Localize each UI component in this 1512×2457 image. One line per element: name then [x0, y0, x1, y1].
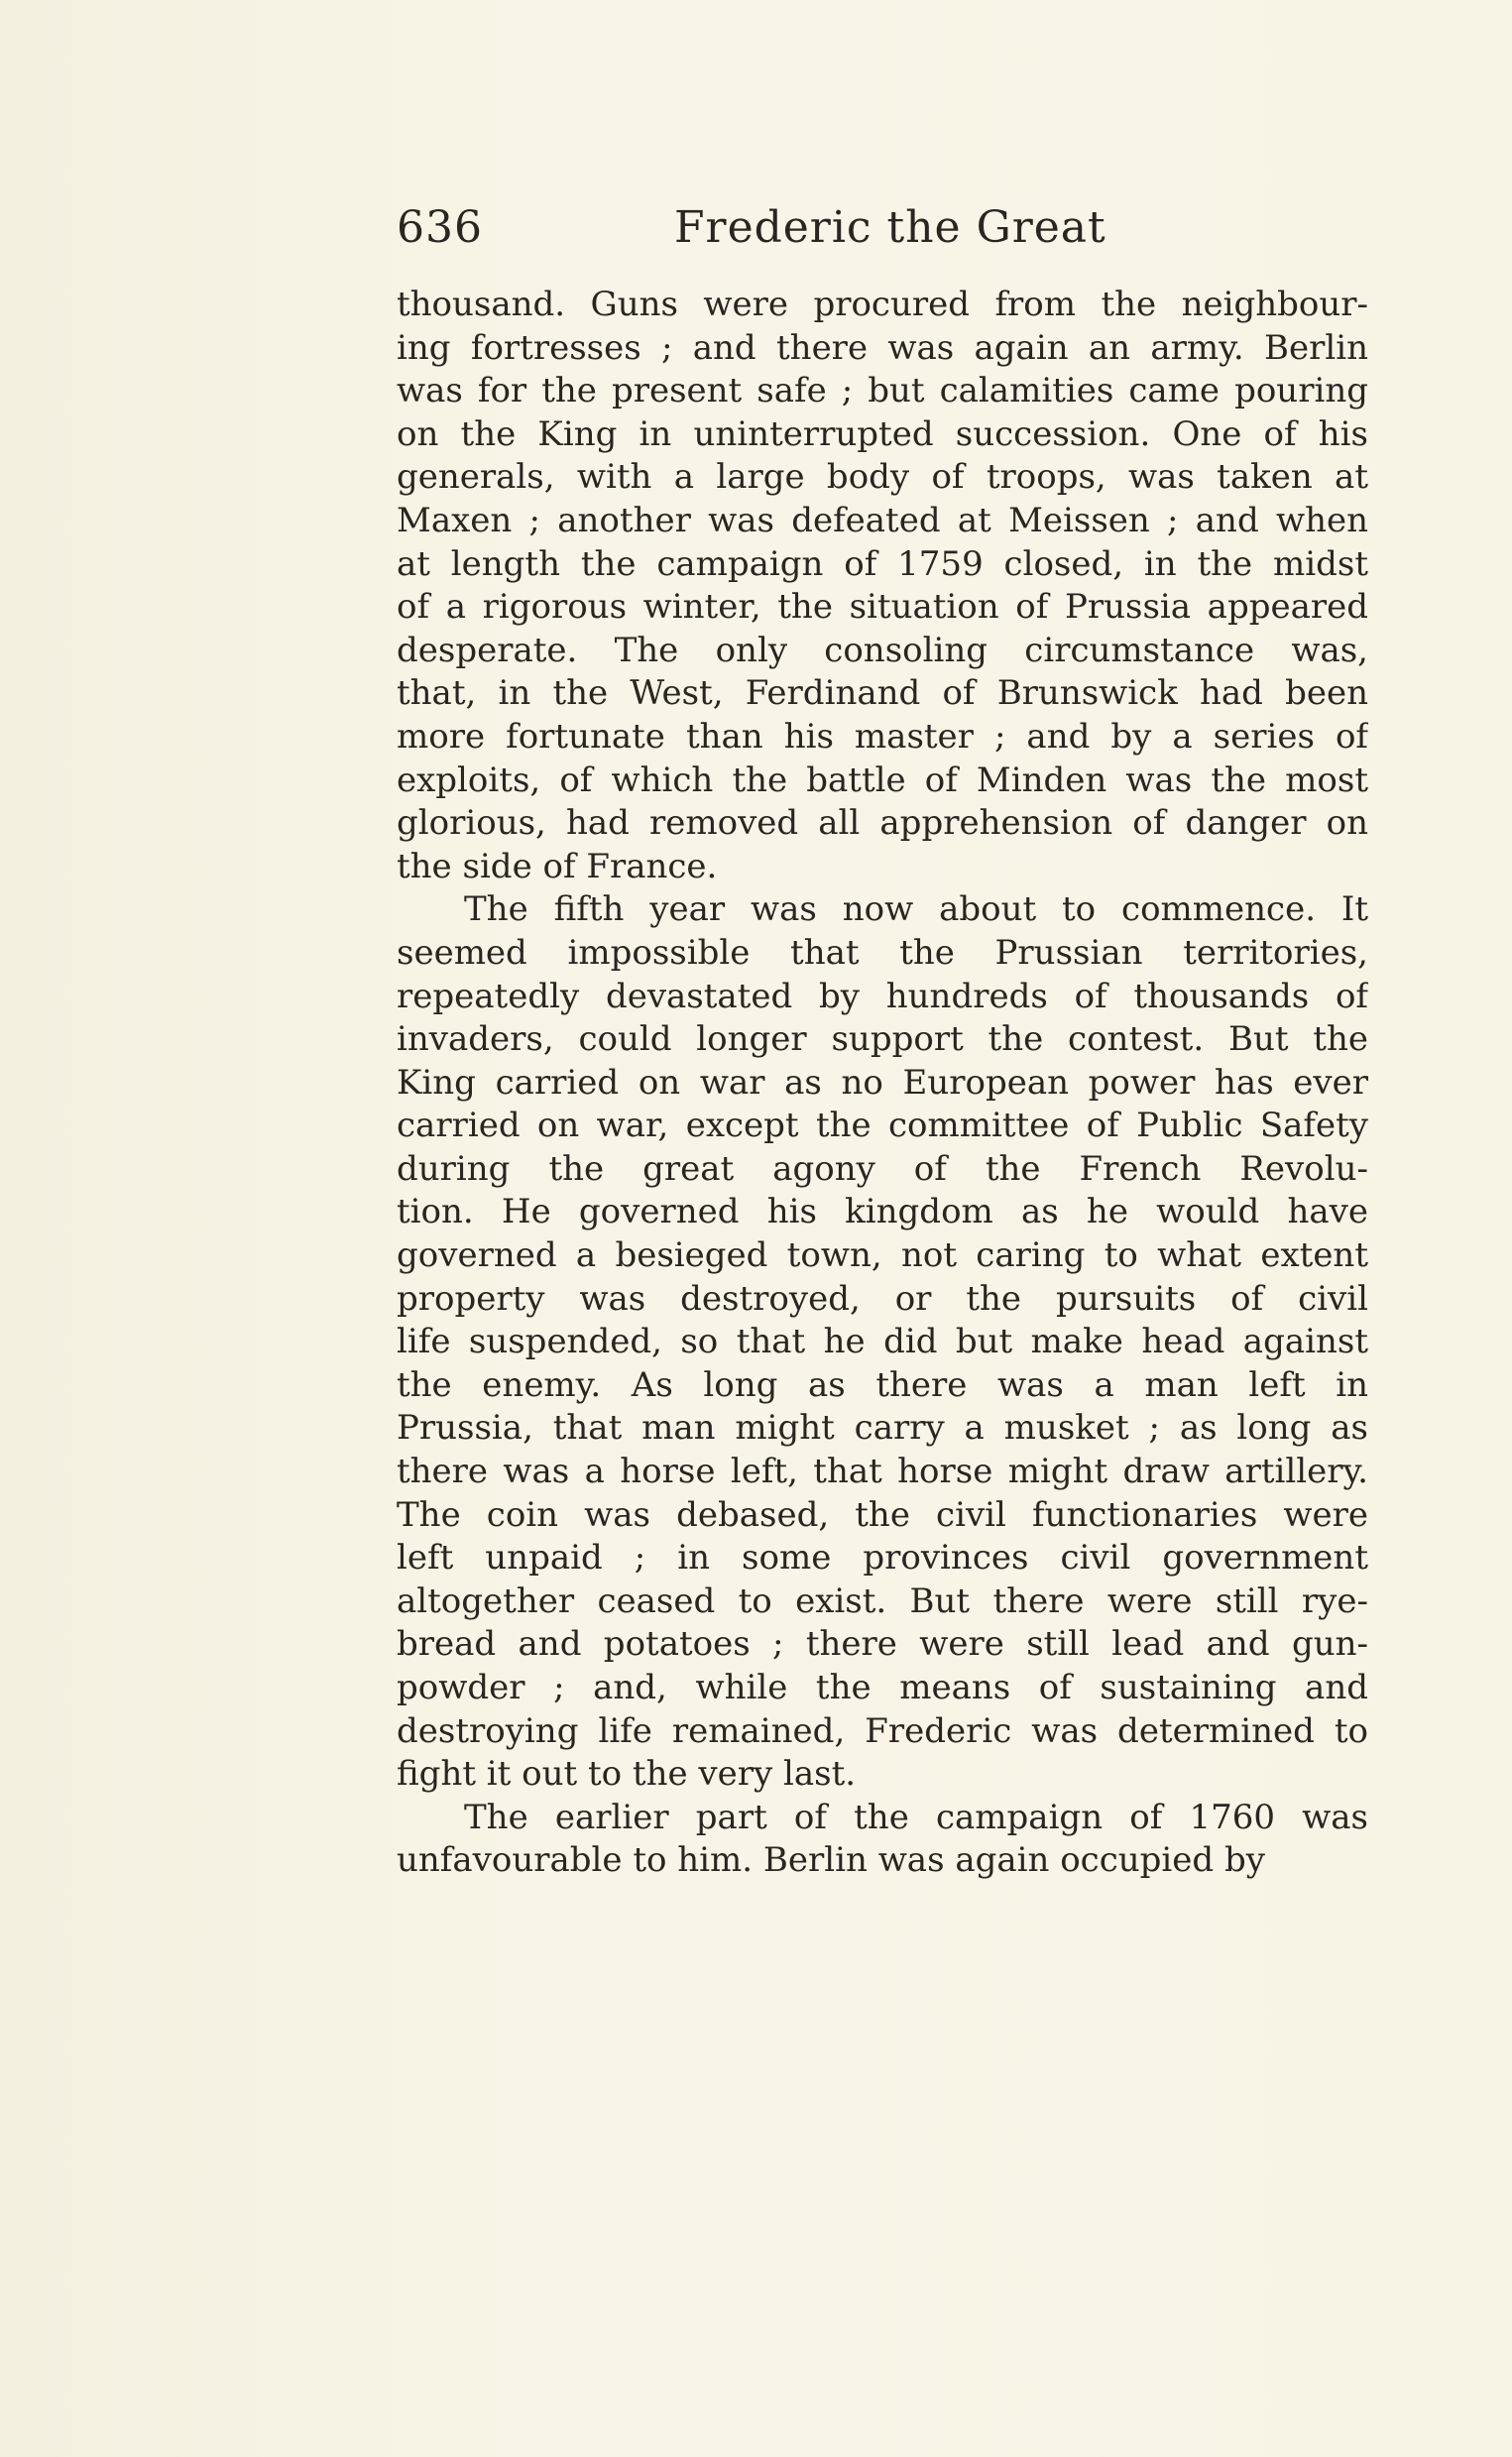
text-line: King carried on war as no European power has ever: [397, 1062, 1368, 1103]
text-line: carried on war, except the committee of Public Safety: [397, 1106, 1368, 1146]
paragraph: [397, 888, 1368, 1796]
text-line: generals, with a large body of troops, was taken at: [397, 457, 1368, 498]
page-number: 636: [397, 202, 483, 253]
text-line: desperate. The only consoling circumstance was,: [397, 630, 1368, 670]
text-line: life suspended, so that he did but make head against: [397, 1322, 1368, 1362]
text-line: that, in the West, Ferdinand of Brunswick had been: [397, 673, 1368, 714]
text-line: of a rigorous winter, the situation of Prussia appeared: [397, 587, 1368, 628]
text-line: was for the present safe ; but calamities came pouring: [397, 371, 1368, 411]
text-line: more fortunate than his master ; and by a series of: [397, 716, 1368, 757]
text-line: glorious, had removed all apprehension of danger on: [397, 803, 1368, 844]
text-line: property was destroyed, or the pursuits of civil: [397, 1278, 1368, 1319]
text-line: The fifth year was now about to commence. It: [464, 889, 1368, 930]
text-line: The coin was debased, the civil functionaries were: [397, 1494, 1368, 1535]
text-line: ing fortresses ; and there was again an army. Berlin: [397, 327, 1368, 368]
text-line: governed a besieged town, not caring to what extent: [397, 1235, 1368, 1276]
text-line: there was a horse left, that horse might draw artillery.: [397, 1452, 1368, 1492]
text-line: seemed impossible that the Prussian territories,: [397, 932, 1368, 973]
text-line: The earlier part of the campaign of 1760 was: [464, 1797, 1368, 1837]
text-line: the side of France.: [397, 846, 718, 886]
text-line: Prussia, that man might carry a musket ; as long as: [397, 1408, 1368, 1449]
text-line: exploits, of which the battle of Minden was the most: [397, 760, 1368, 800]
text-line: at length the campaign of 1759 closed, in the midst: [397, 543, 1368, 584]
text-line: bread and potatoes ; there were still lead and gun-: [397, 1624, 1368, 1665]
paragraph: [397, 1797, 1368, 1883]
text-line: fight it out to the very last.: [397, 1754, 857, 1795]
text-line: left unpaid ; in some provinces civil government: [397, 1538, 1368, 1579]
text-line: altogether ceased to exist. But there were still rye-: [397, 1580, 1368, 1621]
text-line: destroying life remained, Frederic was determined to: [397, 1710, 1368, 1751]
body-text: [397, 284, 1368, 1883]
running-title: Frederic the Great: [674, 202, 1106, 253]
paragraph: [397, 284, 1368, 888]
text-line: during the great agony of the French Revolu-: [397, 1148, 1368, 1189]
page-header: [397, 196, 1368, 268]
text-line: on the King in uninterrupted succession. One of his: [397, 413, 1368, 454]
text-line: thousand. Guns were procured from the neighbour-: [397, 285, 1368, 324]
text-line: unfavourable to him. Berlin was again occupied by: [397, 1840, 1265, 1881]
text-line: invaders, could longer support the contest. But the: [397, 1019, 1368, 1060]
text-line: powder ; and, while the means of sustaining and: [397, 1668, 1368, 1707]
text-line: tion. He governed his kingdom as he would have: [397, 1192, 1368, 1232]
text-line: repeatedly devastated by hundreds of thousands of: [397, 976, 1368, 1016]
text-line: the enemy. As long as there was a man left in: [397, 1364, 1368, 1405]
text-line: Maxen ; another was defeated at Meissen ; and when: [397, 500, 1368, 540]
